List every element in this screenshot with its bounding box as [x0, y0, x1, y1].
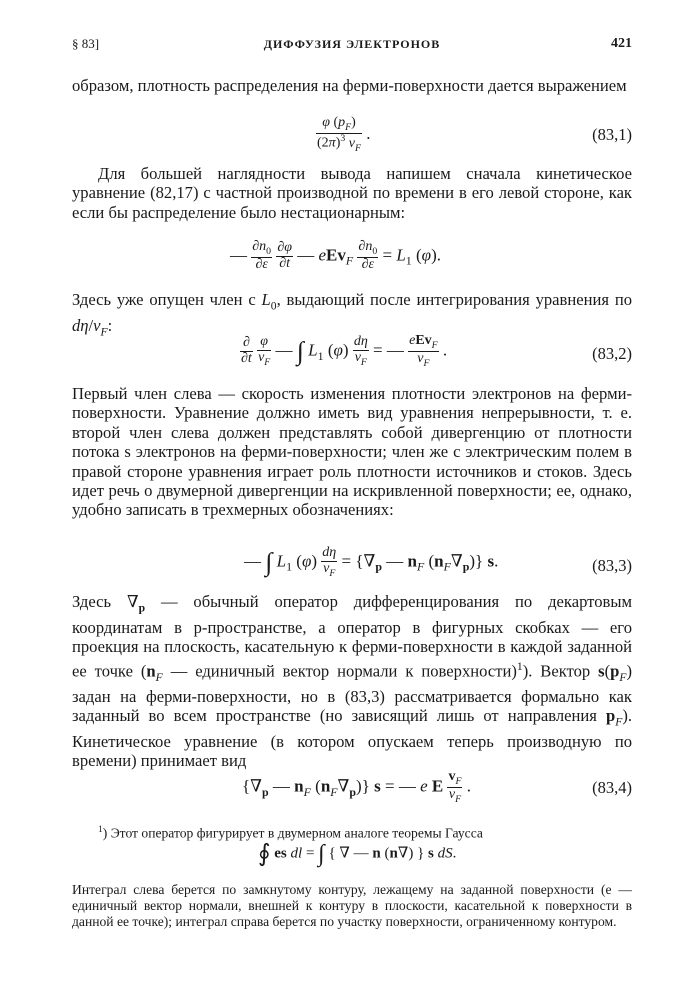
equation-83-1 — [72, 116, 632, 156]
footnote-equation-formula: ∮ es dl = ∫ { ∇ — n (n∇) } s dS. — [258, 841, 457, 867]
running-header — [72, 36, 632, 56]
footnote-marker: 1 — [98, 825, 103, 835]
equation-83-4-formula: {$\nabla_p$ — $n_F$ $(n_F\nabla_p)$} s = — e E $\frac{v_F}{v_F}$ . — [242, 769, 471, 805]
equation-83-2 — [72, 334, 632, 376]
footnote-equation — [72, 842, 632, 878]
equation-unnumbered-1-formula: — $\frac{\partial n_0}{\partial\varepsilon}$ $\frac{\partial\varphi}{\partial t}$ — eEv$_F$ $\frac{\partial n_0}{\partial\varepsilon}$ = $L_1$ (φ). — [230, 239, 441, 273]
equation-83-4 — [72, 770, 632, 810]
equation-83-1-number: (83,1) — [592, 125, 632, 144]
equation-83-1-formula: $\frac{\varphi (p_F)}{(2\pi)^3 v_F}$ . — [317, 115, 371, 154]
equation-83-2-formula: ∂ ∂t $\frac{\varphi}{v_F}$ — ∫ $L_1$ (φ) $\frac{d\eta}{v_F}$ = — eEv$_F$ $v_F$ . — [241, 333, 448, 369]
footnote-line-1: $^1$) Этот оператор фигурирует в двумерном аналоге теоремы Гаусса — [98, 825, 483, 841]
equation-unnumbered-1 — [72, 240, 632, 282]
paragraph-3-text-a: Здесь уже опущен член с — [72, 290, 256, 309]
paragraph-1: образом, плотность распределения на ферми-поверхности дается выражением — [72, 76, 627, 95]
paragraph-3: Здесь уже опущен член с $L_0$, выдающий после интегрирования уравнения по $d\eta/v_F$: — [72, 290, 632, 339]
paragraph-5-text-e: задан на ферми-поверхности, но в (83,3) рассматривается формально как заданный во всем пространстве (но зависящий лишь от направления — [72, 686, 632, 726]
equation-83-2-number: (83,2) — [592, 344, 632, 363]
section-ref: § 83] — [72, 36, 100, 51]
footnote-text-2: Интеграл слева берется по замкнутому контуру, лежащему на заданной поверхности (e — единичный вектор нормали, внешней к контуру в плоскости, касательной к поверхности в данной ее точке); интеграл справа берется по участку поверхности, ограниченному контуром. — [72, 882, 632, 930]
paragraph-4: Первый член слева — скорость изменения плотности электронов на ферми-поверхности. Уравнение должно иметь вид уравнения непрерывности, т. е. второй член слева должен представлять собой дивергенцию от плотности потока s электронов на ферми-поверхности; член же с электрическим полем в правой стороне уравнения играет роль плотности источников и стоков. Здесь идет речь о двумерной дивергенции на искривленной поверхности; ее, однако, удобно записать в трехмерных обозначениях: — [72, 384, 632, 520]
footnote-text-1: Этот оператор фигурирует в двумерном аналоге теоремы Гаусса — [110, 825, 483, 841]
page-number: 421 — [611, 36, 632, 51]
equation-83-3-number: (83,3) — [592, 556, 632, 575]
paragraph-5-text-a: Здесь — [72, 592, 112, 611]
paragraph-5-text-c: — единичный вектор нормали к поверхности) — [170, 661, 517, 681]
paragraph-5-text-d: ). Вектор — [522, 661, 591, 681]
paragraph-5-text-b: — обычный оператор дифференцирования по декартовым координатам в p-пространстве, а оператор в фигурных скобках — его проекция на плоскость, касательную к ферми-поверхности в каждой заданной ее точке ( — [72, 592, 632, 681]
equation-83-3-formula: — ∫ $L_1$ (φ) $\frac{d\eta}{v_F}$ = {$\nabla_p$ — $n_F$ $(n_F\nabla_p)$} s. — [244, 545, 499, 579]
footnote-ref[interactable]: 1 — [516, 659, 523, 673]
paragraph-5: Здесь $\nabla_p$ — обычный оператор дифференцирования по декартовым координатам в p-пространстве, а оператор в фигурных скобках — его проекция на плоскость, касательную к ферми-поверхности в каждой заданной ее точке ($n_F$ — единичный вектор нормали к поверхности)$^1$). Вектор $s(p_F)$ задан на ферми-поверхности, но в (83,3) рассматривается формально как заданный во всем пространстве (но зависящий лишь от направления $p_F$). Кинетическое уравнение (в котором опускаем теперь производную по времени) принимает вид — [72, 592, 633, 771]
chapter-title: ДИФФУЗИЯ ЭЛЕКТРОНОВ — [263, 37, 441, 51]
paragraph-2: Для большей наглядности вывода напишем сначала кинетическое уравнение (82,17) с частной производной по времени в его левой стороне, как если бы распределение было нестационарным: — [72, 164, 632, 222]
paragraph-3-text-b: , выдающий после интегрирования уравнения по — [276, 290, 632, 309]
equation-83-3 — [72, 546, 632, 588]
paragraph-5-text-f: ). Кинетическое уравнение (в котором опускаем теперь производную по времени) принимает вид — [72, 706, 632, 771]
equation-83-4-number: (83,4) — [592, 778, 632, 797]
